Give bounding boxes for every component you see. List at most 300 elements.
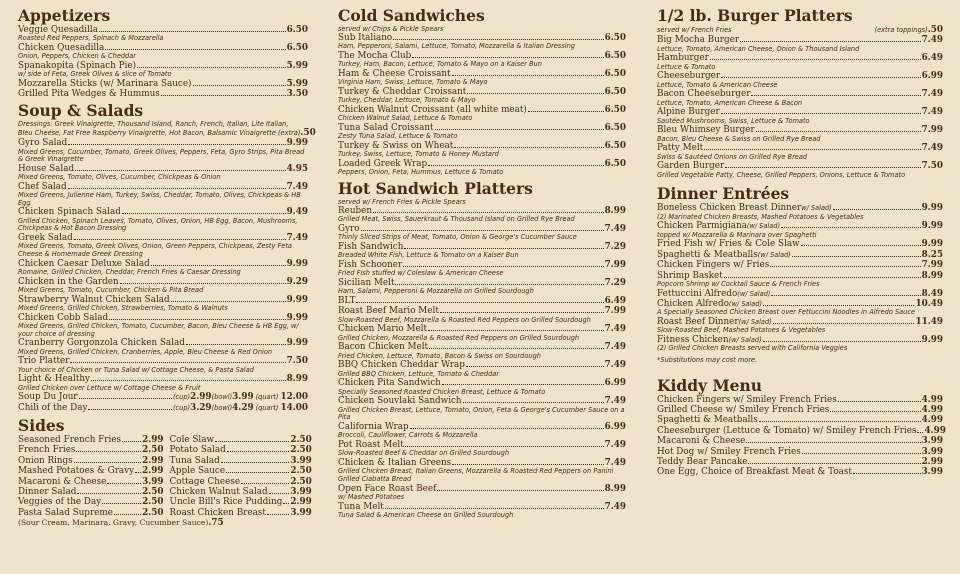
leader-dots xyxy=(710,59,921,60)
menu-item-price: 7.49 xyxy=(921,35,943,46)
menu-item-name: Tuna Salad Croissant xyxy=(338,123,434,133)
menu-item-price: 7.99 xyxy=(604,306,626,317)
menu-item-row xyxy=(170,497,312,507)
leader-dots xyxy=(109,319,285,320)
menu-item xyxy=(657,271,943,289)
menu-item-name: Chicken Spinach Salad xyxy=(18,207,121,218)
chili-cup-label: (cup) xyxy=(172,403,191,412)
menu-item-desc: topped w/ Mozzarella & Marinara over Spaghetti xyxy=(657,230,817,239)
menu-item xyxy=(338,260,626,278)
menu-item-price: 7.49 xyxy=(604,501,626,512)
menu-item-desc: Grilled Chicken Breast, Lettuce, Tomato, Onion, Feta & George's Cucumber Sauce on a Pita xyxy=(338,405,625,422)
soup-bowl-price: 3.99 xyxy=(232,392,254,403)
leader-dots xyxy=(751,95,920,96)
menu-item-desc: Virginia Ham, Swiss, Lettuce, Tomato & Mayo xyxy=(338,78,488,87)
menu-item-desc: Breaded White Fish, Lettuce & Tomato on a Kaiser Bun xyxy=(338,251,519,260)
sides-extra-name: (Sour Cream, Marinara, Gravy, Cucumber Sauce) xyxy=(18,518,209,528)
menu-item-name: Veggies of the Day xyxy=(18,497,102,508)
menu-item xyxy=(18,497,164,507)
menu-item-row xyxy=(657,395,943,405)
leader-dots xyxy=(120,283,286,284)
leader-dots xyxy=(105,49,285,50)
menu-item-price: 6.99 xyxy=(921,71,943,82)
menu-item-desc: Ham, Salami, Pepperoni & Mozzarella on Grilled Sourdough xyxy=(338,287,534,296)
menu-item-name: Strawberry Walnut Chicken Salad xyxy=(18,294,170,305)
dressings-line: Dressings: Greek Vinaigrette, Thousand Island, Ranch, French, Italian, Lite Italian, xyxy=(18,119,289,128)
leader-dots xyxy=(215,441,289,442)
menu-item-price: 2.50 xyxy=(290,476,312,487)
menu-item-desc: Lettuce, Tomato, American Cheese, Onion & Thousand Island xyxy=(657,44,860,53)
leader-dots xyxy=(724,277,921,278)
menu-item-name: Hot Dog w/ Smiley French Fries xyxy=(657,446,801,457)
leader-dots xyxy=(373,212,604,213)
menu-item-price: 6.49 xyxy=(604,296,626,306)
menu-item-note: (w/ Salad) xyxy=(738,318,772,327)
menu-item xyxy=(657,250,943,260)
menu-item-row xyxy=(338,296,626,306)
menu-item xyxy=(657,89,943,107)
menu-item xyxy=(657,125,943,143)
menu-item-note: (w/ Salad) xyxy=(757,250,791,259)
leader-dots xyxy=(467,93,603,94)
menu-item-price: 9.99 xyxy=(286,258,308,269)
menu-item-row xyxy=(170,477,312,487)
menu-item-price: 3.99 xyxy=(290,455,312,466)
leader-dots xyxy=(114,514,141,515)
menu-item-name: Open Face Roast Beef xyxy=(338,483,437,494)
menu-item-note: (w/ Salad) xyxy=(728,336,762,345)
menu-item-price: 2.99 xyxy=(142,466,164,477)
column-left xyxy=(18,4,316,529)
menu-item xyxy=(657,317,943,335)
menu-item-name: Cole Slaw xyxy=(169,435,215,445)
menu-item xyxy=(338,87,626,105)
menu-item-name: BBQ Chicken Cheddar Wrap xyxy=(338,360,465,371)
hot-list xyxy=(338,206,626,520)
menu-item-desc: Lettuce & Tomato xyxy=(657,62,716,71)
menu-item-name: Chicken Pita Sandwich xyxy=(338,378,441,389)
menu-item-desc: Turkey, Ham, Bacon, Lettuce, Tomato & Mayo on a Kaiser Bun xyxy=(338,60,542,69)
menu-item-row xyxy=(170,508,312,518)
burgers-subtitle: served w/ French Fries xyxy=(657,26,732,34)
menu-item xyxy=(338,123,626,141)
kiddy-list xyxy=(657,394,946,478)
menu-item-name: Apple Sauce xyxy=(169,466,226,477)
menu-item xyxy=(170,445,312,455)
menu-item xyxy=(657,35,943,53)
menu-item-name: Patty Melt xyxy=(657,143,704,154)
menu-item-desc: Fried Fish stuffed w/ Coleslaw & American Cheese xyxy=(338,269,504,278)
menu-item-price: 2.50 xyxy=(142,487,164,498)
menu-item-price: 6.50 xyxy=(604,141,626,151)
menu-item-name: Garden Burger xyxy=(657,161,725,172)
menu-item xyxy=(338,378,626,396)
leader-dots xyxy=(161,95,286,96)
hot-heading: Hot Sandwich Platters xyxy=(338,179,533,198)
menu-item-name: Chicken Fingers w/ Fries xyxy=(657,260,770,271)
menu-item xyxy=(338,484,626,502)
menu-item-name: Loaded Greek Wrap xyxy=(338,159,428,169)
menu-item-desc: Popcorn Shrimp w/ Cocktail Sauce & French Fries xyxy=(657,280,820,289)
dressings-line-2: Bleu Cheese, Fat Free Raspberry Vinaigrette, Hot Bacon, Balsamic Vinaigrette (extra) xyxy=(18,128,301,137)
menu-item-row xyxy=(657,239,943,249)
menu-item-price: 2.50 xyxy=(142,445,164,456)
menu-item-desc: Grilled Chicken, Spinach Leaves, Tomato, Olives, Onion, HB Egg, Bacon, Mushrooms, Chickpeas & Hot Bacon Dressing xyxy=(18,216,298,233)
menu-item-desc: Grilled BBQ Chicken, Lettuce, Tomato & Cheddar xyxy=(338,369,500,378)
menu-item-price: 7.49 xyxy=(604,440,626,450)
menu-item-name: Onion Rings xyxy=(18,455,73,466)
menu-item-price: 7.49 xyxy=(604,458,626,468)
menu-item xyxy=(338,141,626,159)
menu-item-price: 6.49 xyxy=(921,53,943,64)
sides-heading: Sides xyxy=(18,416,65,435)
menu-item-name: Cheeseburger xyxy=(657,71,721,82)
soup-bowl-label: (bowl) xyxy=(211,393,233,402)
menu-item-price: 9.99 xyxy=(286,294,308,305)
leader-dots xyxy=(227,451,290,452)
menu-item-price: 7.49 xyxy=(604,224,626,234)
menu-item-name: Grilled Cheese w/ Smiley French Fries xyxy=(657,405,830,416)
salads-list xyxy=(18,138,308,392)
menu-item-name: Chicken Walnut Croissant (all white meat) xyxy=(338,105,527,115)
menu-item-price: 2.50 xyxy=(142,497,164,508)
menu-item-name: Chicken Cobb Salad xyxy=(18,312,109,323)
menu-item xyxy=(657,425,946,436)
menu-item-desc: Specially Seasoned Roasted Chicken Breast, Lettuce & Tomato xyxy=(338,387,546,396)
leader-dots xyxy=(792,256,921,257)
menu-item xyxy=(657,467,943,477)
menu-item-desc: Tuna Salad & American Cheese on Grilled Sourdough xyxy=(338,511,514,519)
menu-item xyxy=(18,259,308,277)
menu-item-price: 9.99 xyxy=(286,312,308,323)
burgers-extra-price: .50 xyxy=(927,25,943,35)
menu-item xyxy=(170,456,312,466)
menu-item-name: Uncle Bill's Rice Pudding xyxy=(169,497,283,508)
menu-item-row xyxy=(657,457,943,467)
menu-item-name: Cheeseburger (Lettuce & Tomato) w/ Smiley French Fries xyxy=(657,425,917,436)
leader-dots xyxy=(99,31,286,32)
menu-item-name: Turkey & Cheddar Croissant xyxy=(338,87,467,97)
leader-dots xyxy=(463,402,604,403)
menu-item-desc: (2) Grilled Chicken Breasts served with California Veggies xyxy=(657,344,848,353)
menu-item-row xyxy=(170,487,312,497)
menu-item-price: 3.99 xyxy=(142,476,164,487)
menu-item-desc: Zesty Tuna Salad, Lettuce & Tomato xyxy=(338,132,458,141)
menu-item-row xyxy=(657,415,943,425)
menu-item-price: 8.99 xyxy=(604,483,626,494)
menu-item xyxy=(338,242,626,260)
menu-item xyxy=(170,477,312,487)
menu-item-row xyxy=(657,467,943,477)
menu-item xyxy=(338,458,626,484)
cold-heading: Cold Sandwiches xyxy=(338,6,485,25)
sides-left-list xyxy=(18,435,164,518)
menu-item-price: 7.49 xyxy=(286,181,308,192)
menu-item-price: 6.50 xyxy=(604,33,626,43)
menu-item-desc: Fried Chicken, Lettuce, Tomato, Bacon & Swiss on Sourdough xyxy=(338,351,541,360)
menu-item-desc: Mixed Greens, Grilled Chicken, Cranberries, Apple, Bleu Cheese & Red Onion xyxy=(18,347,273,356)
menu-item-desc: Broccoli, Cauliflower, Carrots & Mozzarella xyxy=(338,431,478,440)
column-right xyxy=(657,4,946,478)
menu-item-price: 9.99 xyxy=(921,203,943,214)
menu-item-price: 7.50 xyxy=(286,356,308,367)
menu-item-price: 6.99 xyxy=(604,378,626,389)
menu-item-price: 7.49 xyxy=(604,342,626,353)
menu-item-name: Roast Beef Mario Melt xyxy=(338,306,439,317)
menu-item xyxy=(18,207,308,233)
soup-du-jour-name: Soup Du Jour xyxy=(18,392,78,403)
menu-item xyxy=(657,71,943,89)
menu-item xyxy=(338,206,626,224)
menu-item-name: Chicken Fingers w/ Smiley French Fries xyxy=(657,394,837,405)
menu-item xyxy=(338,502,626,520)
leader-dots xyxy=(91,380,286,381)
menu-item-name: One Egg, Choice of Breakfast Meat & Toast xyxy=(657,467,852,478)
menu-item-desc: Grilled Chicken over Lettuce w/ Cottage Cheese & Fruit xyxy=(18,383,201,392)
menu-item-price: 8.25 xyxy=(921,249,943,260)
menu-item-name: Seasoned French Fries xyxy=(18,435,121,445)
leader-dots xyxy=(68,188,286,189)
leader-dots xyxy=(830,411,920,412)
menu-item xyxy=(338,33,626,51)
leader-dots xyxy=(356,302,603,303)
menu-item-row xyxy=(18,456,164,466)
menu-item-price: 5.99 xyxy=(286,61,308,71)
menu-item-note: w/ Salad) xyxy=(801,204,832,213)
menu-item-name: Tuna Melt xyxy=(338,501,384,512)
menu-item xyxy=(338,324,626,342)
leader-dots xyxy=(440,312,604,313)
menu-item-name: Mozzarella Sticks (w/ Marinara Sauce) xyxy=(18,79,192,89)
menu-item-price: 7.29 xyxy=(604,242,626,252)
menu-item-price: 3.99 xyxy=(921,436,943,447)
leader-dots xyxy=(756,131,921,132)
menu-item xyxy=(18,456,164,466)
leader-dots xyxy=(759,421,921,422)
menu-item-name: The Mocha Club xyxy=(338,51,412,61)
menu-item-name: Chicken Quesadilla xyxy=(18,43,105,53)
menu-item-price: 8.99 xyxy=(604,206,626,216)
menu-item-name: Grilled Pita Wedges & Hummus xyxy=(18,89,160,100)
menu-item-desc: Mixed Greens, Grilled Chicken, Strawberries, Tomato & Walnuts xyxy=(18,304,228,312)
menu-item-name: Chicken Mario Melt xyxy=(338,324,428,335)
appetizers-heading: Appetizers xyxy=(18,6,111,25)
leader-dots xyxy=(763,341,921,342)
leader-dots xyxy=(283,503,289,504)
menu-item-row xyxy=(170,435,312,445)
menu-item xyxy=(18,182,308,208)
leader-dots xyxy=(241,483,289,484)
chili-row xyxy=(18,403,308,413)
menu-item-desc: Roasted Red Peppers, Spinach & Mozzarella xyxy=(18,34,164,43)
leader-dots xyxy=(838,401,921,402)
menu-item-row xyxy=(170,466,312,476)
sides-right-list xyxy=(170,435,312,518)
menu-item-desc: Slow-Roasted Beef, Mashed Potatoes & Vegetables xyxy=(657,326,826,335)
menu-item-name: Chicken Parmigiana xyxy=(657,221,747,232)
menu-item xyxy=(18,138,308,164)
leader-dots xyxy=(412,57,603,58)
menu-item-price: 7.29 xyxy=(604,278,626,288)
leader-dots xyxy=(442,384,604,385)
chili-bowl-label: (bowl) xyxy=(211,403,233,412)
menu-item-desc: Mixed Greens, Julienne Ham, Turkey, Swiss, Cheddar, Tomato, Olives, Chickpeas & HB Egg xyxy=(18,191,301,207)
dinner-footnote: *Substitutions may cost more. xyxy=(657,356,758,365)
menu-item-desc: Mixed Greens, Tomato, Cucumber, Chicken & Pita Bread xyxy=(18,286,204,294)
menu-item-price: 4.99 xyxy=(921,415,943,426)
menu-item-name: Bacon Chicken Melt xyxy=(338,342,429,353)
menu-item-price: 8.99 xyxy=(286,374,308,385)
menu-item xyxy=(338,69,626,87)
leader-dots xyxy=(221,462,290,463)
menu-item-name: Fish Schooner xyxy=(338,260,403,270)
menu-item xyxy=(18,164,308,182)
menu-item-desc: w/ side of Feta, Greek Olives & slice of Tomato xyxy=(18,70,172,79)
menu-item-desc: Turkey, Swiss, Lettuce, Tomato & Honey Mustard xyxy=(338,150,499,159)
menu-item xyxy=(657,395,943,405)
menu-item-price: 2.50 xyxy=(290,445,312,456)
leader-dots xyxy=(435,129,604,130)
menu-item-name: Chicken & Italian Greens xyxy=(338,458,452,468)
menu-item xyxy=(18,295,308,313)
menu-item xyxy=(657,335,943,353)
leader-dots xyxy=(385,508,604,509)
leader-dots xyxy=(721,113,921,114)
menu-item-note: (w/ Salad) xyxy=(746,222,781,231)
menu-item-name: Chicken Alfredo xyxy=(657,299,729,310)
menu-item xyxy=(338,306,626,324)
menu-item-name: Macaroni & Cheese xyxy=(18,476,107,487)
menu-item-desc: Onion, Peppers, Chicken & Cheddar xyxy=(18,52,136,61)
menu-item-name: Shrimp Basket xyxy=(657,270,723,281)
sides-extra-price: .75 xyxy=(208,518,224,529)
leader-dots xyxy=(429,348,603,349)
leader-dots xyxy=(405,446,604,447)
menu-item-desc: Thinly Sliced Strips of Meat, Tomato, Onion & George's Cucumber Sauce xyxy=(338,233,577,242)
menu-item xyxy=(657,107,943,125)
menu-item-name: Teddy Bear Pancake xyxy=(657,457,748,468)
menu-item-note: (w/ Salad) xyxy=(737,289,771,298)
burgers-heading: 1/2 lb. Burger Platters xyxy=(657,6,853,25)
menu-item-name: Chicken in the Garden xyxy=(18,276,119,287)
menu-item-price: 6.50 xyxy=(604,69,626,79)
menu-item-name: Fried Fish w/ Fries & Cole Slaw xyxy=(657,239,800,250)
menu-item-price: 6.50 xyxy=(604,123,626,133)
menu-item xyxy=(338,360,626,378)
menu-item xyxy=(18,466,164,476)
menu-item-name: Light & Healthy xyxy=(18,374,91,385)
menu-item-note: (w/ Salad) xyxy=(728,300,763,309)
leader-dots xyxy=(917,432,923,433)
menu-item-price: 6.50 xyxy=(604,51,626,61)
menu-item xyxy=(18,61,308,79)
menu-item xyxy=(170,435,312,445)
menu-item xyxy=(338,159,626,177)
menu-item-desc: Grilled Chicken Breast, Italian Greens, Mozzarella & Roasted Red Peppers on Panini Grilled Ciabatta Bread xyxy=(338,467,614,483)
menu-item-desc: Lettuce, Tomato & American Cheese xyxy=(657,80,778,89)
sides-grid xyxy=(18,435,312,518)
menu-item-price: 6.50 xyxy=(286,43,308,53)
leader-dots xyxy=(393,39,603,40)
menu-item-row xyxy=(18,445,164,455)
menu-item xyxy=(657,260,943,270)
menu-item xyxy=(18,313,308,339)
menu-item xyxy=(657,53,943,71)
menu-item-price: 8.49 xyxy=(921,288,943,299)
hot-subtitle: served w/ French Fries & Pickle Spears xyxy=(338,198,466,206)
menu-item xyxy=(657,299,943,317)
menu-item xyxy=(18,508,164,518)
leader-dots xyxy=(452,464,603,465)
menu-item-price: 6.50 xyxy=(604,105,626,115)
menu-item-price: 4.99 xyxy=(921,394,943,405)
menu-item xyxy=(18,233,308,259)
menu-item-desc: Slow-Roasted Beef & Cheddar on Grilled Sourdough xyxy=(338,449,510,458)
menu-item-desc: Grilled Meat, Swiss, Sauerkraut & Thousand Island on Grilled Rye Bread xyxy=(338,215,575,224)
menu-item-name: Gyro Salad xyxy=(18,138,68,149)
soup-cup-label: (cup) xyxy=(172,393,191,402)
chili-bowl-price: 4.29 xyxy=(232,402,254,413)
menu-item xyxy=(657,161,943,179)
menu-item-price: 7.50 xyxy=(921,161,943,172)
menu-item-name: Cottage Cheese xyxy=(169,476,241,487)
menu-item-name: Mashed Potatoes & Gravy xyxy=(18,466,135,477)
menu-item-price: 6.50 xyxy=(604,159,626,169)
menu-item xyxy=(338,278,626,296)
menu-item xyxy=(18,487,164,497)
dinner-list xyxy=(657,203,943,353)
menu-item-name: Fitness Chicken xyxy=(657,335,729,346)
menu-item-name: Potato Salad xyxy=(169,445,226,456)
menu-item-name: Boneless Chicken Breast Dinner xyxy=(657,203,802,214)
menu-item xyxy=(18,374,308,392)
menu-item-row xyxy=(657,425,946,436)
chili-name: Chili of the Day xyxy=(18,402,88,413)
menu-item-name: Turkey & Swiss on Wheat xyxy=(338,141,454,151)
leader-dots xyxy=(68,144,285,145)
menu-item-row xyxy=(657,405,943,415)
leader-dots xyxy=(74,462,141,463)
menu-item-price: 3.99 xyxy=(290,507,312,518)
leader-dots xyxy=(748,463,920,464)
leader-dots xyxy=(802,453,921,454)
leader-dots xyxy=(75,170,285,171)
menu-item-price: 9.49 xyxy=(286,207,308,218)
menu-item-row xyxy=(18,508,164,518)
menu-item-desc: Chicken Walnut Salad, Lettuce & Tomato xyxy=(338,114,473,123)
menu-item-desc: Bacon, Bleu Cheese & Swiss on Grilled Rye Bread xyxy=(657,134,821,143)
menu-item-desc: Peppers, Onion, Feta, Hummus, Lettuce & Tomato xyxy=(338,168,504,177)
menu-item xyxy=(657,143,943,161)
menu-item-name: Alpine Burger xyxy=(657,107,720,118)
menu-item-price: 9.99 xyxy=(921,239,943,250)
leader-dots xyxy=(437,490,603,491)
leader-dots xyxy=(186,344,286,345)
menu-item xyxy=(338,105,626,123)
menu-item xyxy=(338,296,626,306)
leader-dots xyxy=(721,77,920,78)
menu-item-desc: A Specially Seasoned Chicken Breast over Fettuccini Noodles in Alfredo Sauce xyxy=(657,308,916,317)
leader-dots xyxy=(74,239,286,240)
menu-item xyxy=(18,477,164,487)
menu-item xyxy=(18,277,308,295)
menu-item-row xyxy=(18,466,164,476)
menu-item-desc: Romaine, Grilled Chicken, Cheddar, French Fries & Caesar Dressing xyxy=(18,268,241,276)
leader-dots xyxy=(746,442,920,443)
menu-item xyxy=(18,356,308,374)
dressings-price: .50 xyxy=(300,127,316,138)
menu-item-price: 9.99 xyxy=(286,338,308,349)
